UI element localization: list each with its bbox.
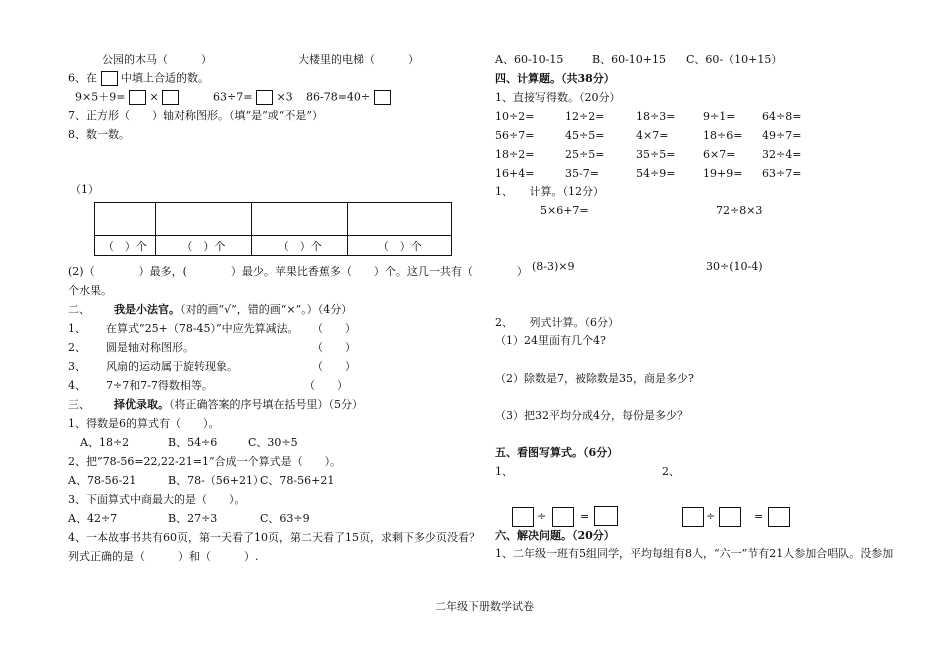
fruit-cell xyxy=(252,203,348,236)
direct-calc-item: 25÷5= xyxy=(565,148,605,161)
line-elevator: 大楼里的电梯（ ） xyxy=(298,53,419,66)
question-6-part-a xyxy=(75,90,179,105)
choice-option[interactable]: C、63÷9 xyxy=(260,512,310,525)
choice-q1: 1、得数是6的算式有（ ）。 xyxy=(68,417,220,430)
direct-calc-item: 35÷5= xyxy=(636,148,676,161)
word-calc-item: （1）24里面有几个4? xyxy=(495,334,606,347)
section-title: 择优录取。 xyxy=(114,398,169,411)
question-6-part-c xyxy=(306,90,391,105)
direct-calc-item: 18÷6= xyxy=(703,129,743,142)
fruit-count-table xyxy=(94,202,452,256)
divide-sign: ÷ xyxy=(706,510,716,523)
choice-option[interactable]: A、60-10-15 xyxy=(495,53,564,66)
answer-box[interactable] xyxy=(768,507,790,527)
answer-box[interactable] xyxy=(719,507,741,527)
direct-calc-item: 18÷2= xyxy=(495,148,535,161)
choice-q3: 3、下面算式中商最大的是（ ）。 xyxy=(68,493,246,506)
calc-item: 72÷8×3 xyxy=(716,204,763,217)
judge-item-paren[interactable]: （ ） xyxy=(312,341,356,354)
choice-q4: 4、一本故事书共有60页，第一天看了10页，第二天看了15页，求剩下多少页没看？ xyxy=(68,531,480,544)
direct-calc-item: 16+4= xyxy=(495,167,535,180)
answer-box[interactable] xyxy=(101,71,118,86)
section-number: 三、 xyxy=(68,398,90,411)
question-7: 7、正方形（ ）轴对称图形。（填“是”或“不是”） xyxy=(68,109,323,122)
answer-box[interactable] xyxy=(552,507,574,527)
equals-sign: = xyxy=(580,510,590,523)
choice-option[interactable]: B、60-10+15 xyxy=(592,53,667,66)
calc-heading: 1、 计算。（12分） xyxy=(495,185,604,198)
question-6 xyxy=(68,71,209,86)
direct-calc-item: 64÷8= xyxy=(762,110,802,123)
choice-option[interactable]: B、54÷6 xyxy=(168,436,218,449)
question-6-prefix: 6、在 xyxy=(68,71,97,85)
word-calc-item: （3）把32平均分成4分，每份是多少？ xyxy=(495,409,688,422)
direct-calc-item: 32÷4= xyxy=(762,148,802,161)
judge-item-text: 圆是轴对称图形。 xyxy=(106,341,194,354)
question-8-part-1: （1） xyxy=(70,183,99,196)
choice-option[interactable]: B、27÷3 xyxy=(168,512,218,525)
choice-option[interactable]: C、78-56+21 xyxy=(260,474,335,487)
picture-item-number: 2、 xyxy=(662,465,680,478)
judge-item-paren[interactable]: （ ） xyxy=(304,379,348,392)
judge-item-text: 风扇的运动属于旋转现象。 xyxy=(106,360,238,373)
section-6-heading: 六、解决问题。（20分） xyxy=(495,529,615,542)
section-title: 我是小法官。 xyxy=(114,303,180,316)
direct-calc-heading: 1、直接写得数。（20分） xyxy=(495,91,621,104)
expr-a: 9×5＋9= xyxy=(75,90,126,104)
question-8-part-2: (2)（ ）最多，( ）最少。苹果比香蕉多（ ）个。这几一共有（ ） xyxy=(68,265,528,278)
direct-calc-item: 6×7= xyxy=(703,148,736,161)
judge-item-text: 7÷7和7-7得数相等。 xyxy=(106,379,213,392)
direct-calc-item: 12÷2= xyxy=(565,110,605,123)
question-6-part-b xyxy=(213,90,293,105)
choice-option[interactable]: C、30÷5 xyxy=(248,436,298,449)
question-8: 8、数一数。 xyxy=(68,128,130,141)
count-label: （ ）个 xyxy=(95,236,156,256)
direct-calc-item: 45÷5= xyxy=(565,129,605,142)
count-label: （ ）个 xyxy=(252,236,348,256)
divide-sign: ÷ xyxy=(537,510,547,523)
answer-box[interactable] xyxy=(374,90,391,105)
direct-calc-item: 9÷1= xyxy=(703,110,736,123)
count-label: （ ）个 xyxy=(348,236,452,256)
judge-item-paren[interactable]: （ ） xyxy=(312,360,356,373)
fruit-cell xyxy=(348,203,452,236)
page-footer: 二年级下册数学试卷 xyxy=(435,600,534,613)
answer-box[interactable] xyxy=(682,507,704,527)
line-carousel: 公园的木马（ ） xyxy=(102,53,212,66)
section-5-heading: 五、看图写算式。（6分） xyxy=(495,446,619,459)
answer-box[interactable] xyxy=(162,90,179,105)
direct-calc-item: 54÷9= xyxy=(636,167,676,180)
fruit-cell xyxy=(95,203,156,236)
problem-1: 1、二年级一班有5组同学，平均每组有8人，“六一”节有21人参加合唱队。没参加 xyxy=(495,547,894,560)
direct-calc-item: 49÷7= xyxy=(762,129,802,142)
direct-calc-item: 35-7= xyxy=(565,167,599,180)
judge-item-number: 2、 xyxy=(68,341,86,354)
question-8-part-2-cont: 个水果。 xyxy=(68,284,112,297)
judge-item-text: 在算式“25+（78-45）”中应先算减法。 xyxy=(106,322,299,335)
choice-option[interactable]: A、78-56-21 xyxy=(68,474,137,487)
section-2-heading xyxy=(68,303,352,317)
fruit-cell xyxy=(155,203,251,236)
choice-option[interactable]: A、18÷2 xyxy=(80,436,130,449)
section-note: （将正确答案的序号填在括号里）（5分） xyxy=(169,398,363,411)
expr-b: 63÷7= xyxy=(213,90,253,104)
answer-box[interactable] xyxy=(594,506,618,526)
direct-calc-item: 19+9= xyxy=(703,167,743,180)
judge-item-number: 1、 xyxy=(68,322,86,335)
choice-q4-cont: 列式正确的是（ ）和（ ）. xyxy=(68,550,259,563)
choice-option[interactable]: B、78-（56+21） xyxy=(168,474,265,487)
calc-item: 30÷(10-4) xyxy=(706,260,763,273)
section-note: （对的画“√”，错的画“×”。）（4分） xyxy=(180,303,353,316)
question-6-suffix: 中填上合适的数。 xyxy=(121,71,209,85)
direct-calc-item: 63÷7= xyxy=(762,167,802,180)
direct-calc-item: 18÷3= xyxy=(636,110,676,123)
judge-item-paren[interactable]: （ ） xyxy=(312,322,356,335)
count-label: （ ）个 xyxy=(155,236,251,256)
section-4-heading: 四、计算题。（共38分） xyxy=(495,72,615,85)
section-3-heading xyxy=(68,398,363,412)
section-number: 二、 xyxy=(68,303,90,316)
expr-b-tail: ×3 xyxy=(276,90,293,104)
calc-item: 5×6+7= xyxy=(540,204,589,217)
word-calc-item: （2）除数是7，被除数是35，商是多少? xyxy=(495,372,694,385)
answer-box[interactable] xyxy=(512,507,534,527)
picture-item-number: 1、 xyxy=(495,465,513,478)
judge-item-number: 4、 xyxy=(68,379,86,392)
expr-c: 86-78=40÷ xyxy=(306,90,371,104)
direct-calc-item: 10÷2= xyxy=(495,110,535,123)
choice-option[interactable]: C、60-（10+15） xyxy=(686,53,783,66)
times-sign: × xyxy=(149,90,159,104)
calc-item: (8-3)×9 xyxy=(532,260,575,273)
answer-box[interactable] xyxy=(129,90,146,105)
choice-option[interactable]: A、42÷7 xyxy=(68,512,118,525)
word-calc-heading: 2、 列式计算。（6分） xyxy=(495,316,619,329)
answer-box[interactable] xyxy=(256,90,273,105)
direct-calc-item: 4×7= xyxy=(636,129,669,142)
direct-calc-item: 56÷7= xyxy=(495,129,535,142)
choice-q2: 2、把“78-56=22,22-21=1”合成一个算式是（ ）。 xyxy=(68,455,342,468)
judge-item-number: 3、 xyxy=(68,360,86,373)
equals-sign: = xyxy=(754,510,764,523)
